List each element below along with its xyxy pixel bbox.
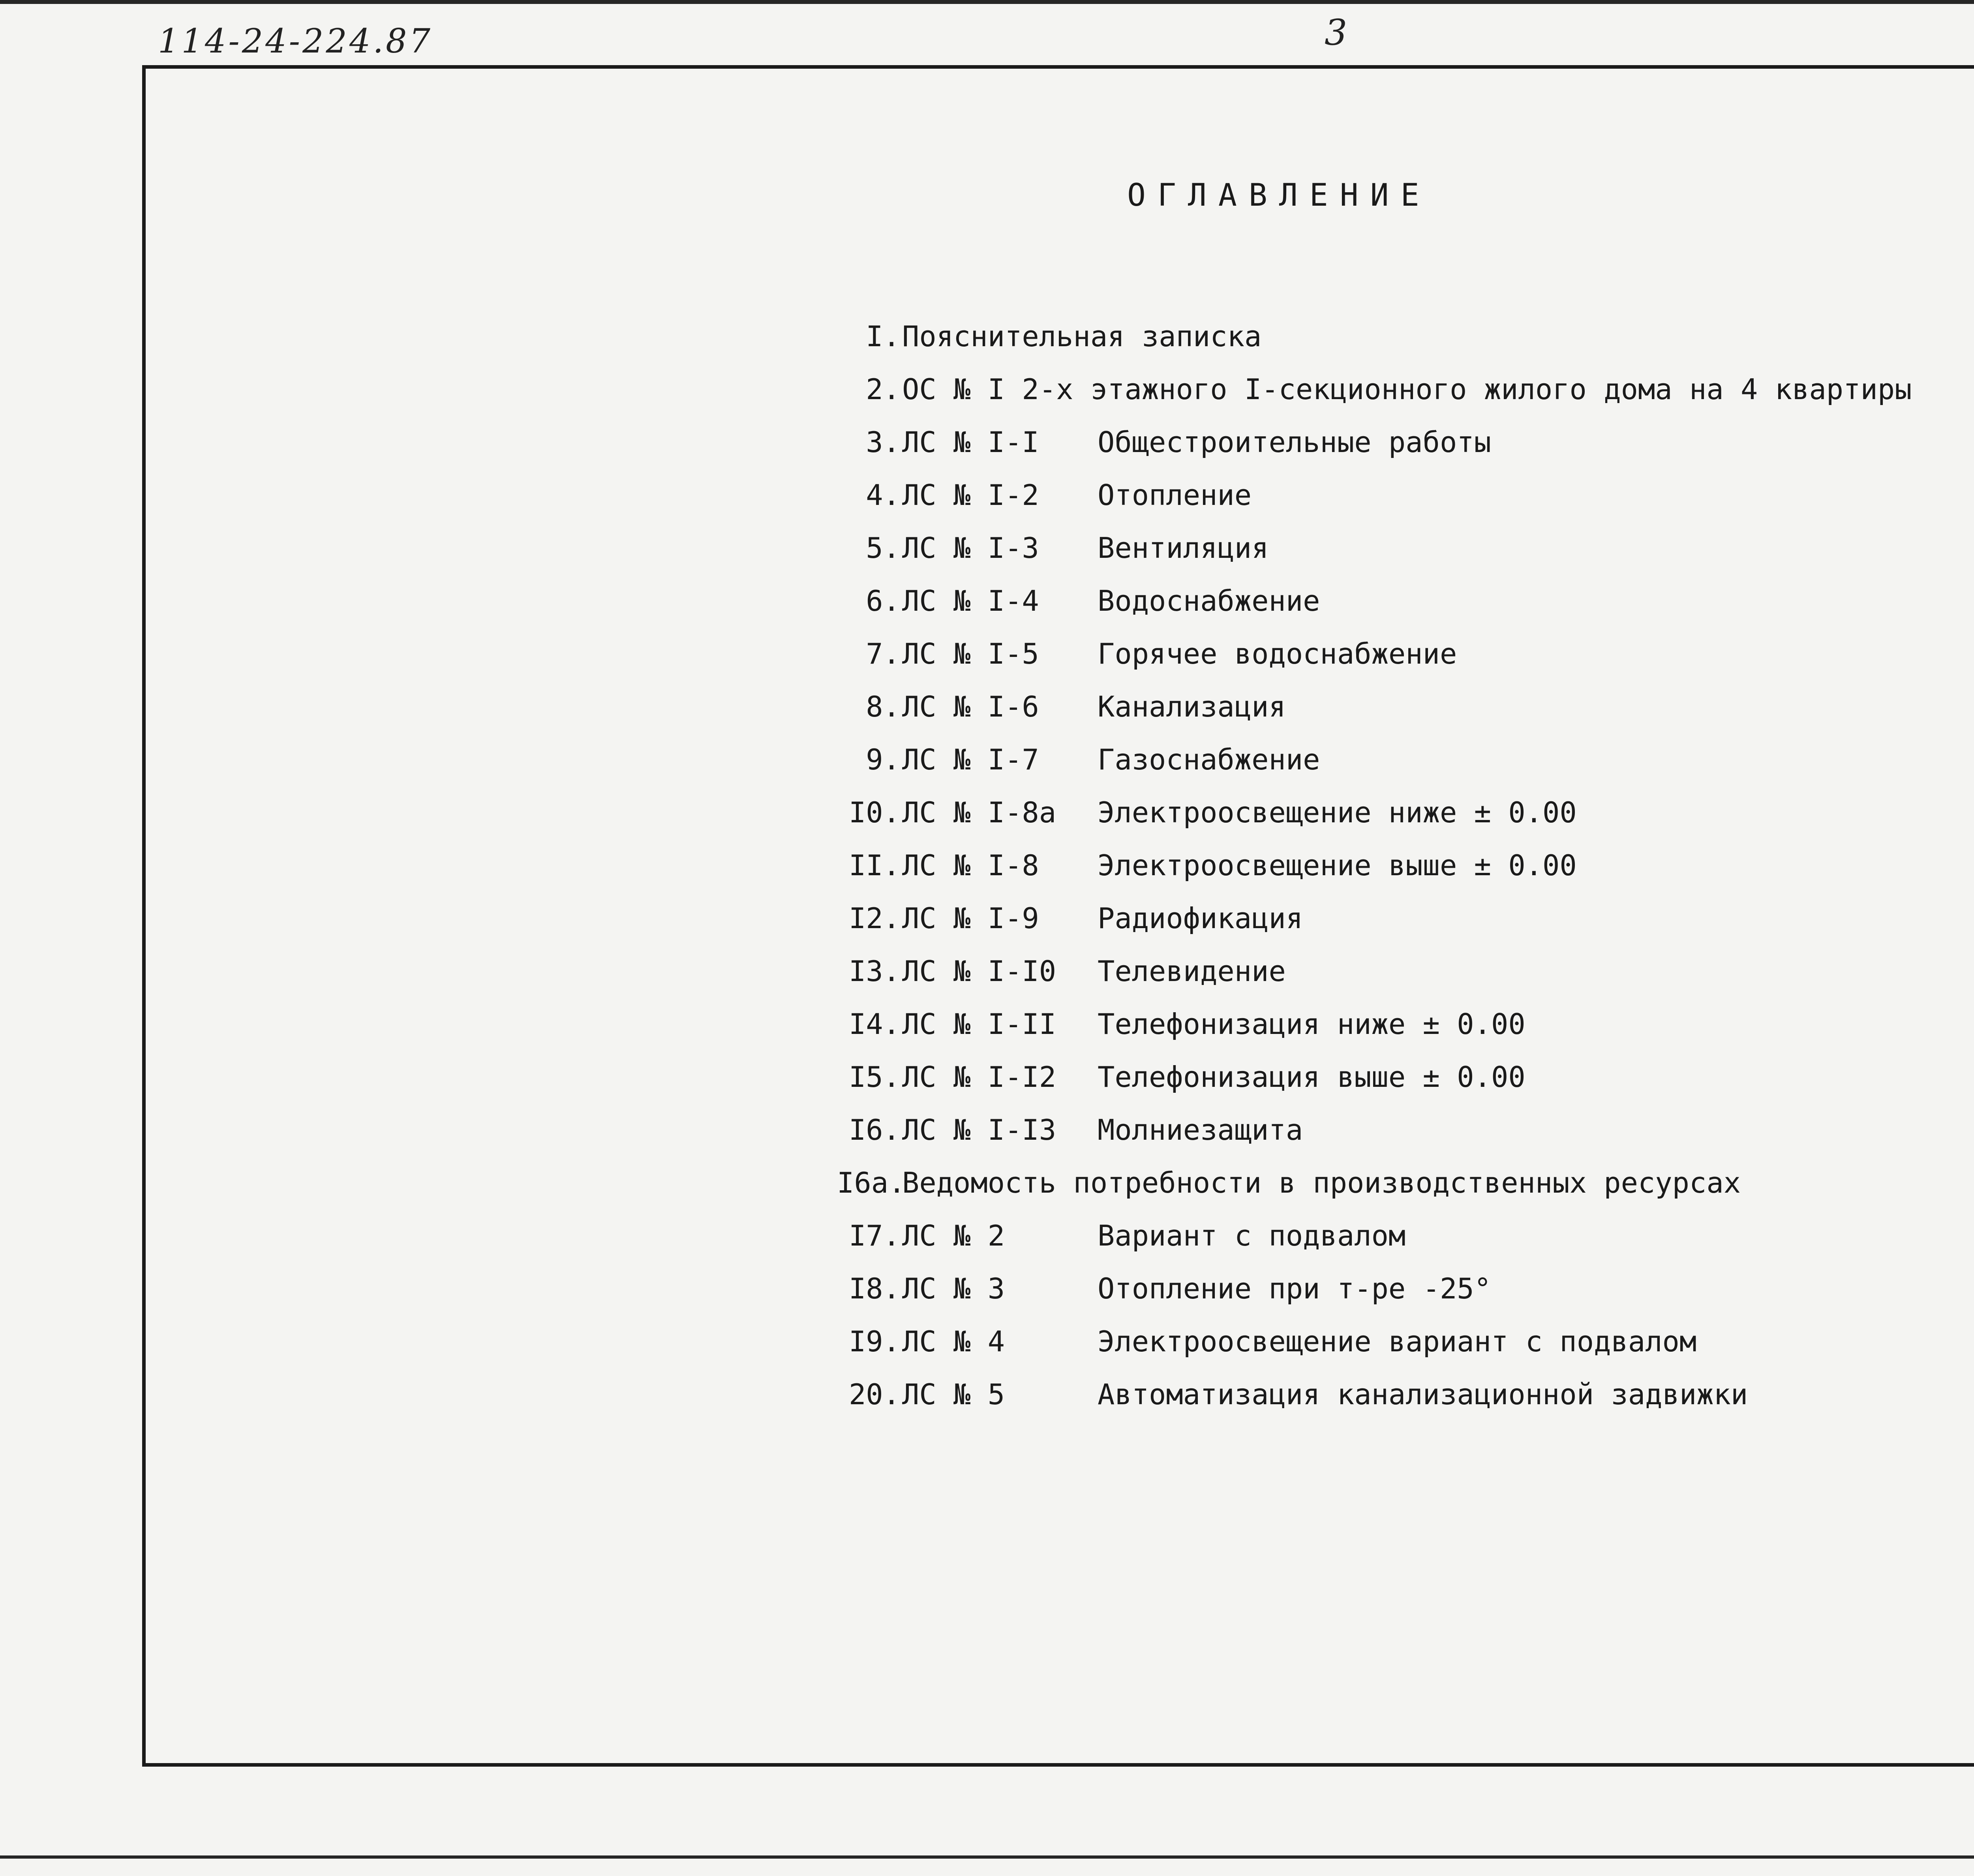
toc-entry-estimate-code: ЛС № I-I3 [902,1113,1056,1146]
toc-entry-number: 20. [848,1378,900,1411]
toc-entry-subject: Отопление [1098,478,1252,512]
toc-entry [837,945,1974,998]
document-code: 114-24-224.87 [158,22,433,60]
toc-entry-subject: Телефонизация выше ± 0.00 [1098,1060,1526,1094]
toc-entry-subject: Телевидение [1098,955,1286,988]
toc-entry [837,680,1974,733]
toc-entry-estimate-code: ЛС № I-3 [902,531,1039,565]
toc-entry-estimate-code: ЛС № I-II [902,1007,1056,1041]
toc-entry-estimate-code: ЛС № 5 [902,1378,1005,1411]
toc-entry-subject: Электроосвещение выше ± 0.00 [1098,849,1577,882]
toc-entry-subject: Радиофикация [1098,902,1303,935]
toc-entry-number: I6а. [837,1166,906,1199]
toc-entry-estimate-code: ЛС № 3 [902,1272,1005,1305]
toc-entry-estimate-code: ЛС № I-9 [902,902,1039,935]
toc-entry [837,469,1974,522]
table-of-contents [837,310,1974,1421]
toc-entry-number: I7. [848,1219,900,1252]
toc-entry-subject: Автоматизация канализационной задвижки [1098,1378,1748,1411]
toc-entry-title: Ведомость потребности в производственных ресурсах [902,1166,1741,1199]
toc-entry [837,1368,1974,1421]
toc-entry-number: 3. [866,426,900,459]
toc-entry-estimate-code: ЛС № I-4 [902,584,1039,617]
toc-entry-number: I5. [848,1060,900,1094]
toc-entry [837,627,1974,680]
toc-entry [837,310,1974,363]
toc-entry-title: ОС № I 2-х этажного I-секционного жилого дома на 4 квартиры [902,373,1912,406]
toc-entry [837,1103,1974,1156]
toc-entry-subject: Вариант с подвалом [1098,1219,1406,1252]
toc-entry-number: 2. [866,373,900,406]
toc-entry-estimate-code: ЛС № I-8 [902,849,1039,882]
toc-entry-number: I9. [848,1325,900,1358]
toc-entry [837,998,1974,1051]
toc-entry-estimate-code: ЛС № 4 [902,1325,1005,1358]
toc-entry-estimate-code: ЛС № I-I2 [902,1060,1056,1094]
toc-entry-subject: Водоснабжение [1098,584,1320,617]
toc-entry-subject: Вентиляция [1098,531,1269,565]
sheet-edge-bottom [0,1855,1974,1859]
toc-entry-number: 5. [866,531,900,565]
toc-entry-estimate-code: ЛС № I-2 [902,478,1039,512]
toc-entry-number: I2. [848,902,900,935]
toc-entry [837,733,1974,786]
toc-entry-estimate-code: ЛС № 2 [902,1219,1005,1252]
toc-entry [837,574,1974,627]
toc-entry-subject: Общестроительные работы [1098,426,1491,459]
toc-entry [837,1262,1974,1315]
toc-entry-number: 7. [866,637,900,670]
toc-entry-subject: Горячее водоснабжение [1098,637,1457,670]
toc-entry-subject: Газоснабжение [1098,743,1320,776]
toc-entry-number: I. [866,320,900,353]
toc-entry-estimate-code: ЛС № I-5 [902,637,1039,670]
toc-entry-subject: Электроосвещение вариант с подвалом [1098,1325,1697,1358]
toc-title: ОГЛАВЛЕНИЕ [1127,178,1431,213]
toc-entry-subject: Телефонизация ниже ± 0.00 [1098,1007,1526,1041]
toc-entry [837,892,1974,945]
toc-entry [837,1315,1974,1368]
toc-entry [837,1209,1974,1262]
toc-entry-estimate-code: ЛС № I-I0 [902,955,1056,988]
toc-entry [837,786,1974,839]
toc-entry-subject: Отопление при т-ре -25° [1098,1272,1491,1305]
toc-entry-number: I0. [848,796,900,829]
toc-entry-subject: Электроосвещение ниже ± 0.00 [1098,796,1577,829]
toc-entry-number: 6. [866,584,900,617]
toc-entry [837,363,1974,416]
toc-entry [837,522,1974,574]
toc-entry-number: 8. [866,690,900,723]
toc-entry-number: I8. [848,1272,900,1305]
toc-entry-estimate-code: ЛС № I-8а [902,796,1056,829]
page-number: 3 [1325,12,1347,53]
toc-entry-number: I3. [848,955,900,988]
toc-entry [837,839,1974,892]
sheet-edge-top [0,0,1974,4]
toc-entry [837,1156,1974,1209]
toc-entry-number: II. [848,849,900,882]
toc-entry-estimate-code: ЛС № I-I [902,426,1039,459]
toc-entry-number: I4. [848,1007,900,1041]
toc-entry-estimate-code: ЛС № I-6 [902,690,1039,723]
toc-entry [837,416,1974,469]
toc-entry-subject: Канализация [1098,690,1286,723]
toc-entry-estimate-code: ЛС № I-7 [902,743,1039,776]
toc-entry-number: 9. [866,743,900,776]
toc-entry-number: I6. [848,1113,900,1146]
toc-entry [837,1051,1974,1103]
toc-entry-number: 4. [866,478,900,512]
toc-entry-title: Пояснительная записка [902,320,1262,353]
toc-entry-subject: Молниезащита [1098,1113,1303,1146]
